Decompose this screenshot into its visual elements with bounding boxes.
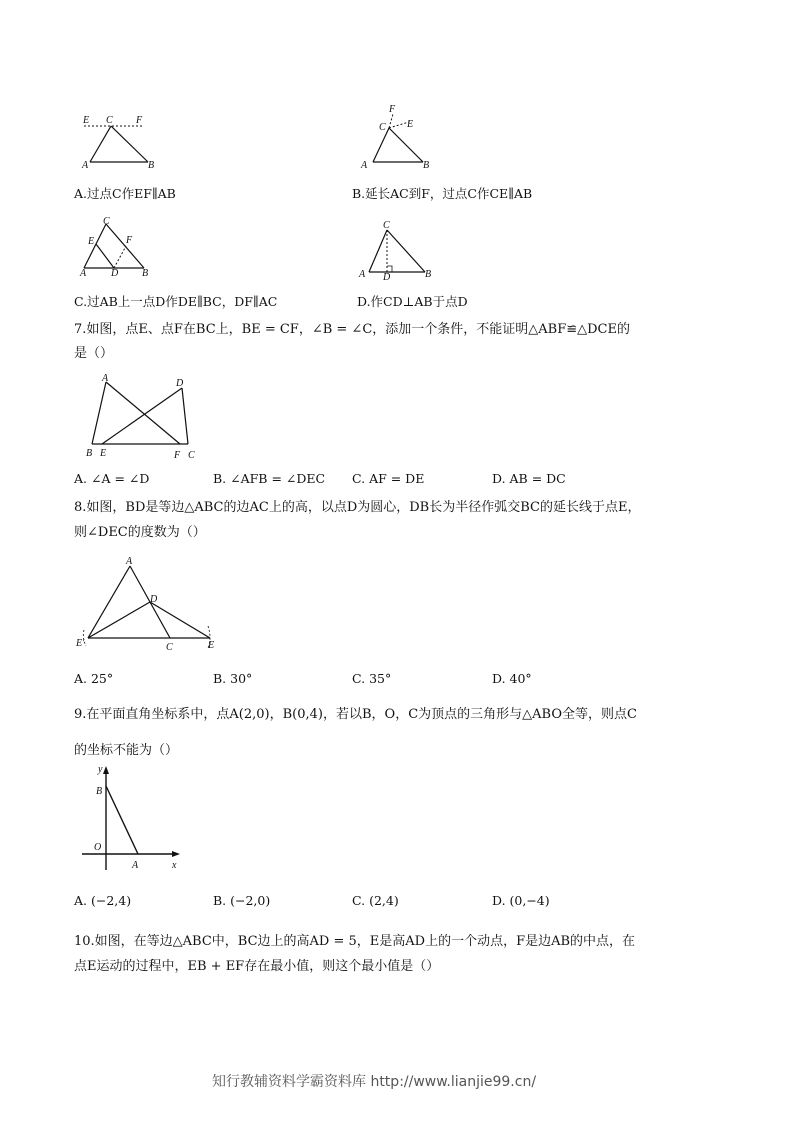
q8-stem-line1: 8.如图，BD是等边△ABC的边AC上的高，以点D为圆心，DB长为半径作弧交BC的延长线于点E， <box>74 500 641 515</box>
label-A: A <box>80 268 87 279</box>
q7-option-d: D. AB = DC <box>492 471 566 486</box>
label-C: C <box>188 450 195 461</box>
q8-figure <box>76 552 226 657</box>
footer-watermark-text: 知行教辅资料学霸资料库 http://www.lianjie99.cn/ <box>212 1074 537 1090</box>
label-E: E <box>100 448 107 459</box>
label-A: A <box>361 160 368 171</box>
label-E-prime: E' <box>76 638 85 649</box>
q8-stem-line2: 则∠DEC的度数为（） <box>74 525 206 540</box>
label-y: y <box>98 764 103 775</box>
q8-option-d: D. 40° <box>492 671 532 686</box>
q8-option-a: A. 25° <box>74 671 114 686</box>
label-F: F <box>136 115 143 126</box>
label-C: C <box>383 220 390 231</box>
label-D: D <box>176 378 184 389</box>
label-E: E <box>83 115 90 126</box>
q9-stem-line2: 的坐标不能为（） <box>74 743 179 758</box>
label-F: F <box>389 104 396 115</box>
figure-option-c <box>78 214 168 278</box>
q7-option-b: B. ∠AFB = ∠DEC <box>213 471 326 486</box>
q6-option-c: C.过AB上一点D作DE∥BC，DF∥AC <box>74 294 278 309</box>
label-B: B <box>423 160 430 171</box>
label-A: A <box>132 860 139 871</box>
label-F: F <box>126 235 133 246</box>
q7-option-a: A. ∠A = ∠D <box>74 471 150 486</box>
label-E: E <box>208 640 215 651</box>
label-B: B <box>142 268 149 279</box>
label-B: B <box>86 448 93 459</box>
q7-stem-line1: 7.如图，点E、点F在BC上，BE = CF，∠B = ∠C，添加一个条件，不能证明△ABF≌△DCE的 <box>74 322 630 337</box>
label-C: C <box>106 115 113 126</box>
label-D: D <box>150 594 158 605</box>
figure-option-b <box>355 100 445 170</box>
q6-option-b: B.延长AC到F，过点C作CE∥AB <box>352 186 533 201</box>
figure-option-a <box>78 110 168 170</box>
label-F: F <box>174 450 181 461</box>
q10-stem-line2: 点E运动的过程中，EB + EF存在最小值，则这个最小值是（） <box>74 959 440 974</box>
label-E: E <box>407 119 414 130</box>
q7-stem-line2: 是（） <box>74 346 114 361</box>
q9-stem-line1: 9.在平面直角坐标系中，点A(2,0)，B(0,4)，若以B，O，C为顶点的三角形与△ABO全等，则点C <box>74 707 637 722</box>
label-D: D <box>383 272 391 283</box>
label-D: D <box>111 268 119 279</box>
q7-figure <box>84 372 194 462</box>
label-A: A <box>126 556 133 567</box>
q9-option-c: C. (2,4) <box>352 893 399 908</box>
label-A: A <box>82 160 89 171</box>
label-E: E <box>88 236 95 247</box>
label-A: A <box>359 269 366 280</box>
q6-option-d: D.作CD⊥AB于点D <box>357 294 468 309</box>
q9-figure <box>80 760 190 872</box>
label-x: x <box>172 860 177 871</box>
q7-option-c: C. AF = DE <box>352 471 425 486</box>
label-B: B <box>148 160 155 171</box>
figure-option-d <box>355 214 445 283</box>
label-O: O <box>94 842 102 853</box>
q6-option-a: A.过点C作EF∥AB <box>74 186 176 201</box>
q10-stem-line1: 10.如图，在等边△ABC中，BC边上的高AD = 5，E是高AD上的一个动点，F是边AB的中点，在 <box>74 934 636 949</box>
q8-option-c: C. 35° <box>352 671 392 686</box>
label-A: A <box>102 373 109 384</box>
q9-option-d: D. (0,−4) <box>492 893 550 908</box>
q9-option-b: B. (−2,0) <box>213 893 271 908</box>
label-C: C <box>103 216 110 227</box>
label-B: B <box>96 786 103 797</box>
label-C: C <box>379 122 386 133</box>
q8-option-b: B. 30° <box>213 671 253 686</box>
q9-option-a: A. (−2,4) <box>74 893 132 908</box>
label-C: C <box>166 642 173 653</box>
label-B: B <box>425 269 432 280</box>
